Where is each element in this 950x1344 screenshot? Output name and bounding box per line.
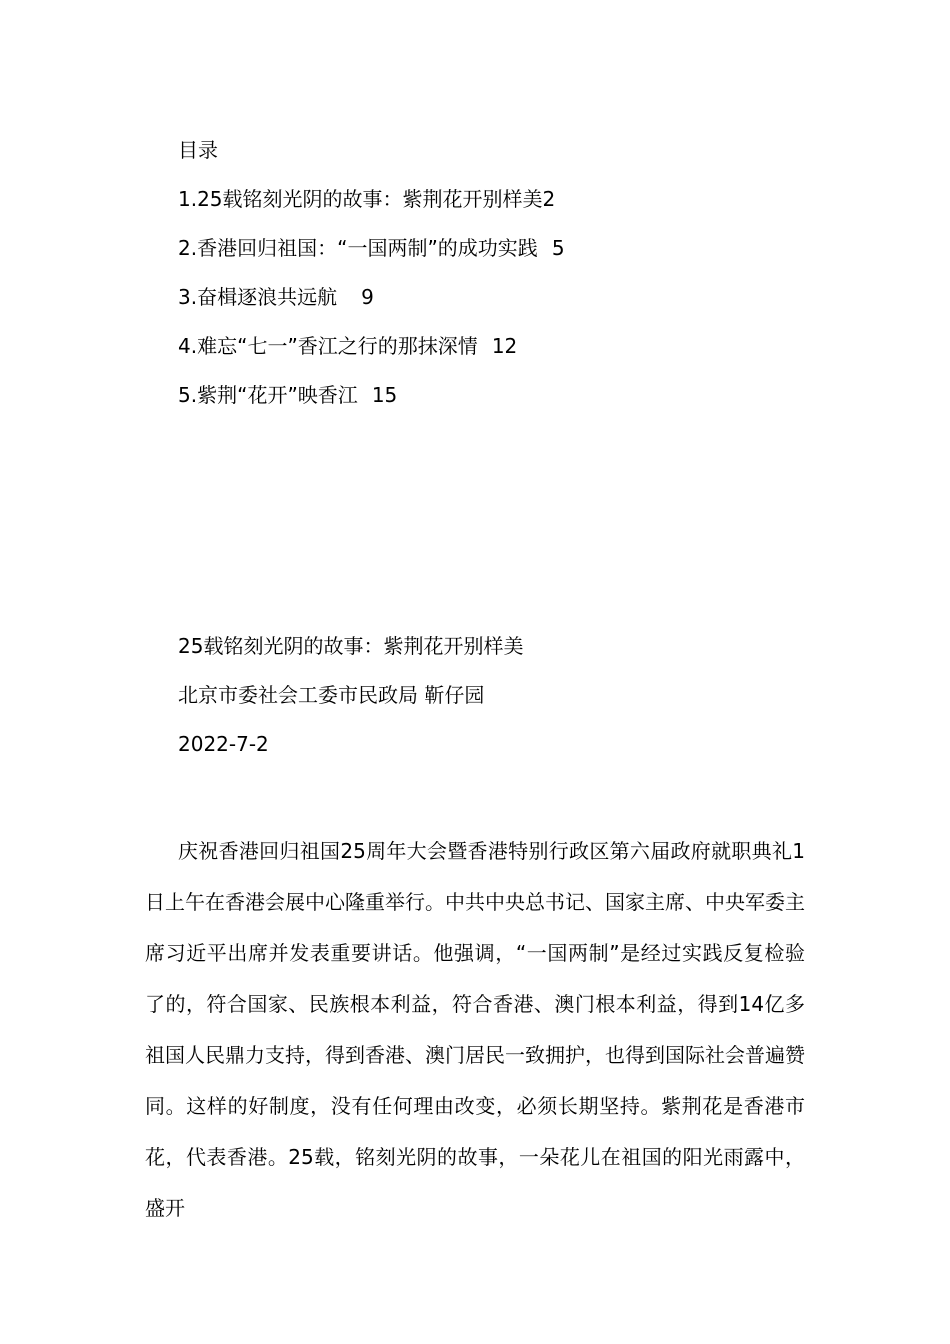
toc-item[interactable] (178, 279, 818, 315)
toc-item-page: 12 (491, 334, 518, 358)
toc-item-text: 2.香港回归祖国：“一国两制”的成功实践 (178, 236, 538, 260)
toc-item[interactable] (178, 328, 818, 364)
toc-item-text: 3.奋楫逐浪共远航 (178, 285, 338, 309)
table-of-contents (178, 132, 818, 426)
toc-item-text: 5.紫荆“花开”映香江 (178, 383, 358, 407)
toc-item-page: 2 (542, 187, 556, 211)
toc-item-text: 4.难忘“七一”香江之行的那抹深情 (178, 334, 478, 358)
article-author: 北京市委社会工委市民政局 靳仔园 (178, 683, 485, 707)
toc-item[interactable] (178, 377, 818, 413)
toc-item[interactable] (178, 230, 818, 266)
toc-title: 目录 (178, 138, 218, 162)
toc-item-page: 9 (361, 285, 374, 309)
article-date: 2022-7-2 (178, 732, 269, 756)
article-paragraph: 庆祝香港回归祖国25周年大会暨香港特别行政区第六届政府就职典礼1日上午在香港会展中心隆重举行。中共中央总书记、国家主席、中央军委主席习近平出席并发表重要讲话。他强调，“一国两制”是经过实践反复检验了的，符合国家、民族根本利益，符合香港、澳门根本利益，得到14亿多祖国人民鼎力支持，得到香港、澳门居民一致拥护，也得到国际社会普遍赞同。这样的好制度，没有任何理由改变，必须长期坚持。紫荆花是香港市花，代表香港。25载，铭刻光阴的故事，一朵花儿在祖国的阳光雨露中，盛开 (145, 839, 805, 1220)
article-title: 25载铭刻光阴的故事：紫荆花开别样美 (178, 634, 524, 658)
toc-item[interactable] (178, 181, 818, 217)
article-header (178, 628, 818, 775)
toc-item-page: 5 (551, 236, 565, 260)
toc-item-text: 1.25载铭刻光阴的故事：紫荆花开别样美 (178, 187, 543, 211)
toc-item-page: 15 (371, 383, 398, 407)
